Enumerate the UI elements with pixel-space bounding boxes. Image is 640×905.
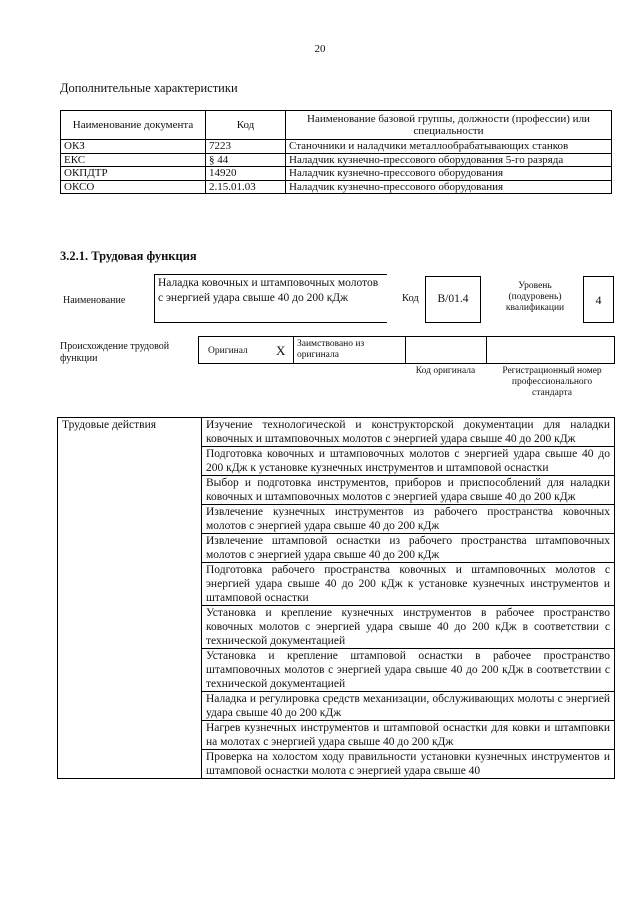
name-label: Наименование bbox=[63, 295, 126, 306]
doc-name-cell: ОКСО bbox=[61, 180, 206, 194]
table-row bbox=[58, 418, 615, 447]
table-row bbox=[61, 180, 612, 194]
code-cell: § 44 bbox=[206, 153, 286, 167]
doc-name-cell: ОКЗ bbox=[61, 140, 206, 154]
table-header-row bbox=[61, 111, 612, 140]
labor-action-item: Извлечение кузнечных инструментов из рабочего пространства ковочных молотов с энергией удара свыше 40 до 200 кДж bbox=[202, 505, 615, 534]
divider bbox=[405, 336, 406, 364]
code-original-caption: Код оригинала bbox=[415, 366, 476, 376]
origin-label: Происхождение трудовой функции bbox=[60, 341, 170, 364]
function-code-box: B/01.4 bbox=[425, 276, 481, 323]
additional-characteristics-heading: Дополнительные характеристики bbox=[60, 81, 238, 95]
group-name-cell: Станочники и наладчики металлообрабатывающих станков bbox=[286, 140, 612, 154]
page-number: 20 bbox=[314, 43, 326, 55]
borrowed-label: Заимствовано из оригинала bbox=[297, 339, 365, 360]
labor-action-item: Проверка на холостом ходу правильности установки кузнечных инструментов и штамповой оснастки молота с энергией удара свыше 40 bbox=[202, 750, 615, 779]
reg-number-caption: Регистрационный номер профессионального стандарта bbox=[502, 366, 602, 398]
labor-action-item: Установка и крепление кузнечных инструментов в рабочее пространство ковочных молотов с энергией удара свыше 40 до 200 кДж в соответствии с технической документацией bbox=[202, 606, 615, 649]
code-cell: 14920 bbox=[206, 167, 286, 181]
labor-action-item: Подготовка рабочего пространства ковочных и штамповочных молотов с энергией удара свыше 40 до 200 кДж к установке кузнечных инструментов и штамповой оснастки bbox=[202, 563, 615, 606]
column-header: Код bbox=[206, 111, 286, 140]
table-row bbox=[61, 153, 612, 167]
origin-box bbox=[198, 336, 615, 364]
original-label: Оригинал bbox=[208, 346, 248, 356]
qualification-level-box: 4 bbox=[583, 276, 614, 323]
labor-action-item: Подготовка ковочных и штамповочных молотов с энергией удара свыше 40 до 200 кДж к установке кузнечных инструментов и штамповой оснастки bbox=[202, 447, 615, 476]
function-name-box: Наладка ковочных и штамповочных молотов с энергией удара свыше 40 до 200 кДж bbox=[154, 274, 387, 323]
column-header: Наименование документа bbox=[61, 111, 206, 140]
labor-action-item: Установка и крепление штамповой оснастки в рабочее пространство штамповочных молотов с энергией удара свыше 40 до 200 кДж в соответствии с технической документацией bbox=[202, 649, 615, 692]
divider bbox=[486, 336, 487, 364]
labor-action-item: Наладка и регулировка средств механизации, обслуживающих молоты с энергией удара свыше 40 до 200 кДж bbox=[202, 692, 615, 721]
labor-action-item: Выбор и подготовка инструментов, приборов и приспособлений для наладки ковочных и штамповочных молотов с энергией удара свыше 40 до 200 кДж bbox=[202, 476, 615, 505]
qualification-level-label: Уровень (подуровень) квалификации bbox=[505, 281, 565, 313]
code-cell: 2.15.01.03 bbox=[206, 180, 286, 194]
doc-name-cell: ЕКС bbox=[61, 153, 206, 167]
code-label: Код bbox=[402, 293, 419, 304]
column-header: Наименование базовой группы, должности (профессии) или специальности bbox=[286, 111, 612, 140]
divider bbox=[293, 336, 294, 364]
doc-name-cell: ОКПДТР bbox=[61, 167, 206, 181]
characteristics-table bbox=[60, 110, 612, 194]
group-name-cell: Наладчик кузнечно-прессового оборудования bbox=[286, 167, 612, 181]
labor-action-item: Извлечение штамповой оснастки из рабочего пространства штамповочных молотов с энергией удара свыше 40 до 200 кДж bbox=[202, 534, 615, 563]
table-row bbox=[61, 167, 612, 181]
labor-action-item: Нагрев кузнечных инструментов и штамповой оснастки для ковки и штамповки на молотах с энергией удара свыше 40 до 200 кДж bbox=[202, 721, 615, 750]
labor-function-title: 3.2.1. Трудовая функция bbox=[60, 249, 197, 263]
code-cell: 7223 bbox=[206, 140, 286, 154]
labor-actions-label: Трудовые действия bbox=[58, 418, 202, 779]
group-name-cell: Наладчик кузнечно-прессового оборудования bbox=[286, 180, 612, 194]
group-name-cell: Наладчик кузнечно-прессового оборудования 5-го разряда bbox=[286, 153, 612, 167]
labor-action-item: Изучение технологической и конструкторской документации для наладки ковочных и штамповочных молотов с энергией удара свыше 40 до 200 кДж bbox=[202, 418, 615, 447]
labor-actions-table bbox=[57, 417, 615, 779]
table-row bbox=[61, 140, 612, 154]
original-mark: X bbox=[276, 343, 286, 358]
